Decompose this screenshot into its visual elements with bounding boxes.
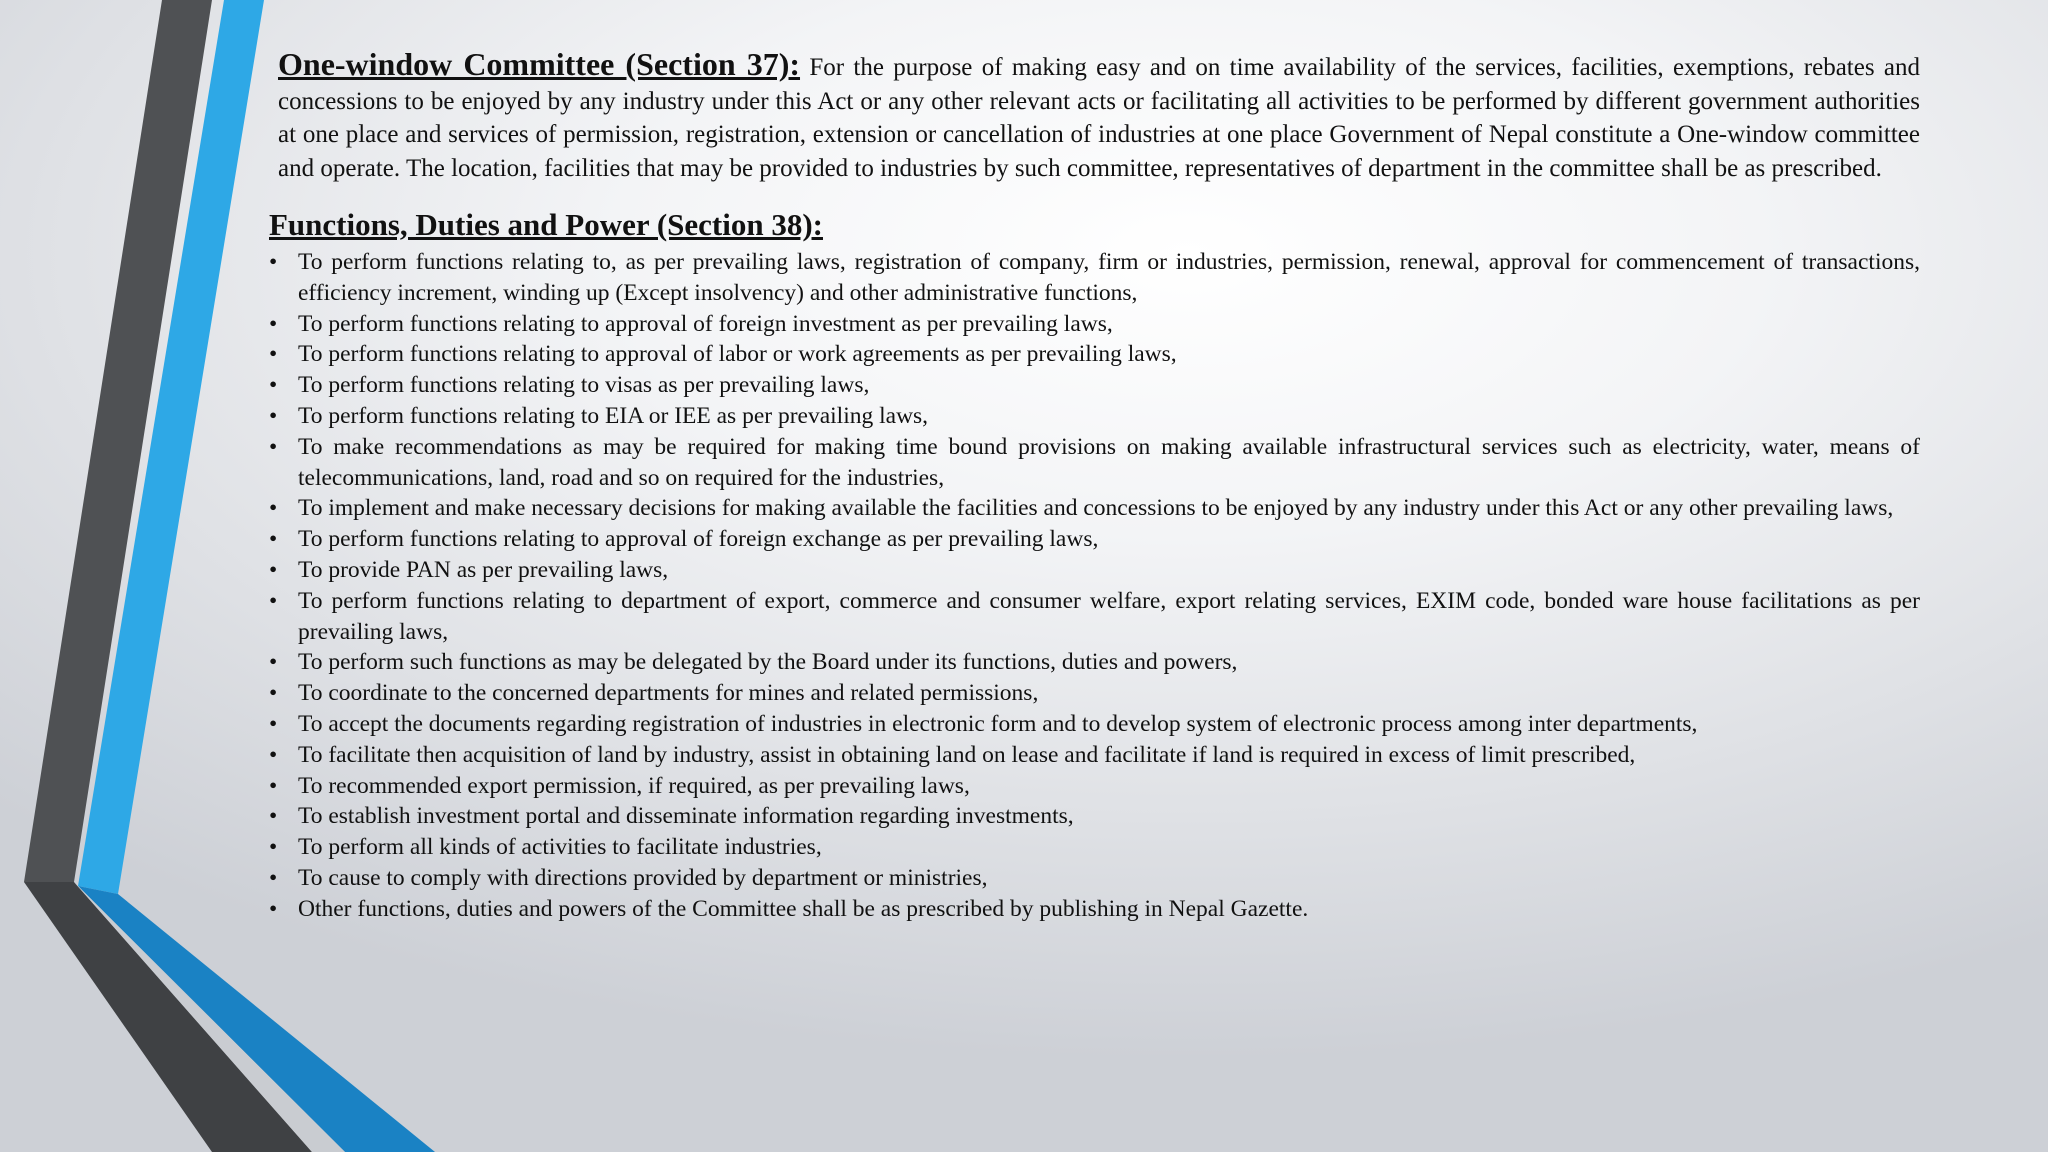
intro-heading: One-window Committee (Section 37): xyxy=(278,46,801,82)
list-item: • Other functions, duties and powers of the Committee shall be as prescribed by publishing in Nepal Gazette. xyxy=(268,894,1920,925)
list-item: • To facilitate then acquisition of land by industry, assist in obtaining land on lease and facilitate if land is required in excess of limit prescribed, xyxy=(268,740,1920,771)
intro-paragraph xyxy=(278,48,1920,185)
list-item: • To perform functions relating to approval of labor or work agreements as per prevailing laws, xyxy=(268,339,1920,370)
list-item: • To perform functions relating to visas as per prevailing laws, xyxy=(268,370,1920,401)
list-item: • To establish investment portal and disseminate information regarding investments, xyxy=(268,801,1920,832)
list-item: • To cause to comply with directions provided by department or ministries, xyxy=(268,863,1920,894)
list-item: • To perform functions relating to, as per prevailing laws, registration of company, firm or industries, permission, renewal, approval for commencement of transactions, efficiency increment, winding up (Except insolvency) and other administrative functions, xyxy=(268,247,1920,309)
list-item: • To perform functions relating to EIA or IEE as per prevailing laws, xyxy=(268,401,1920,432)
list-item: • To make recommendations as may be required for making time bound provisions on making available infrastructural services such as electricity, water, means of telecommunications, land, road and so on required for the industries, xyxy=(268,432,1920,494)
list-item: • To perform functions relating to approval of foreign exchange as per prevailing laws, xyxy=(268,524,1920,555)
functions-heading: Functions, Duties and Power (Section 38): xyxy=(269,207,823,242)
list-item: • To implement and make necessary decisions for making available the facilities and concessions to be enjoyed by any industry under this Act or any other prevailing laws, xyxy=(268,493,1920,524)
functions-list xyxy=(268,247,1920,925)
list-item: • To perform functions relating to department of export, commerce and consumer welfare, export relating services, EXIM code, bonded ware house facilitations as per prevailing laws, xyxy=(268,586,1920,648)
list-item: • To perform such functions as may be delegated by the Board under its functions, duties and powers, xyxy=(268,647,1920,678)
intro-body: For the purpose of making easy and on time availability of the services, facilities, exemptions, rebates and concessions to be enjoyed by any industry under this Act or any other relevant acts or facilitating all activities to be performed by different government authorities at one place and services of permission, registration, extension or cancellation of industries at one place Government of Nepal constitute a One-window committee and operate. The location, facilities that may be provided to industries by such committee, representatives of department in the committee shall be as prescribed. xyxy=(278,54,1920,182)
list-item: • To recommended export permission, if required, as per prevailing laws, xyxy=(268,771,1920,802)
slide-content xyxy=(268,48,1920,925)
list-item: • To perform functions relating to approval of foreign investment as per prevailing laws, xyxy=(268,309,1920,340)
list-item: • To accept the documents regarding registration of industries in electronic form and to develop system of electronic process among inter departments, xyxy=(268,709,1920,740)
list-item: • To coordinate to the concerned departments for mines and related permissions, xyxy=(268,678,1920,709)
list-item: • To perform all kinds of activities to facilitate industries, xyxy=(268,832,1920,863)
list-item: • To provide PAN as per prevailing laws, xyxy=(268,555,1920,586)
